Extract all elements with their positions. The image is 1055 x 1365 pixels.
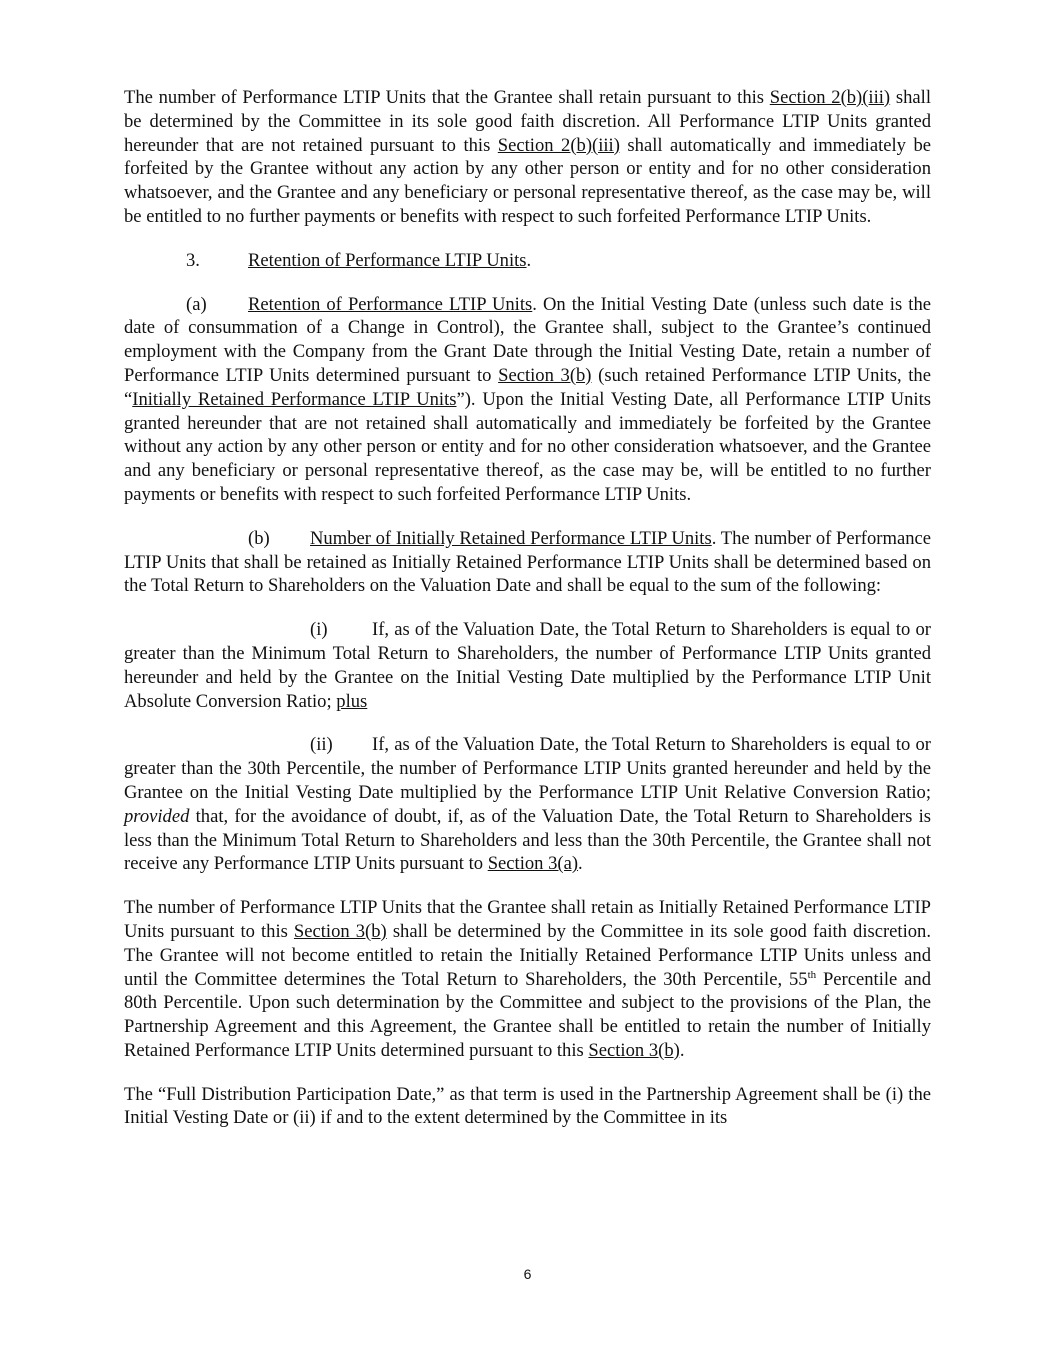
- text: The number of Performance LTIP Units that the Grantee shall retain pursuant to this: [124, 87, 770, 108]
- paragraph-3a: [124, 293, 931, 507]
- paragraph-retained-units-3b: [124, 896, 931, 1063]
- text: (such retained Performance LTIP Units, the “: [124, 364, 931, 410]
- superscript: th: [807, 968, 817, 981]
- clause-label: (i): [310, 619, 328, 641]
- clause-label: (ii): [310, 734, 333, 756]
- section-reference: Section 3(a): [487, 853, 579, 875]
- plus-term: plus: [336, 690, 368, 712]
- section-reference: Section 2(b)(iii): [497, 134, 620, 156]
- text: .: [526, 249, 532, 271]
- text: ”). Upon the Initial Vesting Date, all Performance LTIP Units granted hereunder that are not retained shall automatically and immediately be forfeited by the Grantee without any action by any other person or entity and for no other consideration whatsoever, and the Grantee and any beneficiary or personal representative thereof, as the case may be, will be entitled to no further payments or benefits with respect to such forfeited Performance LTIP Units.: [124, 388, 931, 505]
- provided-term: provided: [124, 805, 190, 827]
- section-3-heading: [124, 249, 931, 273]
- text: .: [679, 1039, 685, 1061]
- text: The number of Performance LTIP Units that the Grantee shall retain as Initially Retained Performance LTIP Units pursuant to this: [124, 897, 931, 942]
- section-reference: Section 3(b): [588, 1039, 680, 1061]
- document-page: [124, 86, 931, 1130]
- text: . On the Initial Vesting Date (unless such date is the date of consummation of a Change in Control), the Grantee shall, subject to the Grantee’s continued employment with the Company from the Grant Date through the Initial Vesting Date, retain a number of Performance LTIP Units determined pursuant to: [124, 293, 931, 386]
- text: shall be determined by the Committee in its sole good faith discretion. All Performance LTIP Units granted hereunder that are not retained pursuant to this: [124, 87, 931, 156]
- section-reference: Section 3(b): [498, 364, 592, 386]
- paragraph-3b-ii: [124, 733, 931, 876]
- section-number: 3.: [186, 249, 200, 271]
- text: . The number of Performance LTIP Units that shall be retained as Initially Retained Performance LTIP Units shall be determined based on the Total Return to Shareholders on the Valuation Date and shall be equal to the sum of the following:: [124, 527, 931, 597]
- text: Percentile and 80th Percentile. Upon such determination by the Committee and subject to the provisions of the Plan, the Partnership Agreement and this Agreement, the Grantee shall be entitled to retain the number of Initially Retained Performance LTIP Units determined pursuant to this: [124, 968, 931, 1061]
- section-reference: Section 2(b)(iii): [769, 87, 891, 108]
- clause-title: Number of Initially Retained Performance LTIP Units: [310, 527, 712, 549]
- text: The “Full Distribution Participation Date,” as that term is used in the Partnership Agreement shall be (i) the Initial Vesting Date or (ii) if and to the extent determined by the Committee in its: [124, 1083, 931, 1129]
- text: If, as of the Valuation Date, the Total Return to Shareholders is equal to or greater than the Minimum Total Return to Shareholders, the number of Performance LTIP Units granted hereunder and held by the Grantee on the Initial Vesting Date multiplied by the Performance LTIP Unit Absolute Conversion Ratio;: [124, 619, 931, 712]
- clause-title: Retention of Performance LTIP Units: [248, 293, 533, 315]
- text: that, for the avoidance of doubt, if, as of the Valuation Date, the Total Return to Shareholders is less than the Minimum Total Return to Shareholders and less than the 30th Percentile, the Grantee shall not receive any Performance LTIP Units pursuant to: [124, 805, 931, 875]
- paragraph-3b-i: [124, 618, 931, 713]
- text: .: [578, 853, 583, 875]
- paragraph-3b: [124, 527, 931, 598]
- paragraph-full-distribution-date: [124, 1083, 931, 1131]
- clause-label: (b): [248, 527, 270, 549]
- text: shall be determined by the Committee in its sole good faith discretion. The Grantee will not become entitled to retain the Initially Retained Performance LTIP Units unless and until the Committee determines the Total Return to Shareholders, the 30th Percentile, 55: [124, 920, 931, 990]
- text: shall automatically and immediately be forfeited by the Grantee without any action by any other person or entity and for no other consideration whatsoever, and the Grantee and any beneficiary or personal representative thereof, as the case may be, will be entitled to no further payments or benefits with respect to such forfeited Performance LTIP Units.: [124, 134, 931, 227]
- defined-term: Initially Retained Performance LTIP Units: [132, 388, 457, 410]
- text: If, as of the Valuation Date, the Total Return to Shareholders is equal to or greater than the 30th Percentile, the number of Performance LTIP Units granted hereunder and held by the Grantee on the Initial Vesting Date multiplied by the Performance LTIP Unit Relative Conversion Ratio;: [124, 734, 931, 803]
- paragraph-retained-units-2biii: [124, 86, 931, 229]
- clause-label: (a): [186, 293, 207, 315]
- page-number: 6: [523, 1266, 532, 1282]
- section-title: Retention of Performance LTIP Units: [248, 249, 527, 271]
- section-reference: Section 3(b): [293, 920, 387, 942]
